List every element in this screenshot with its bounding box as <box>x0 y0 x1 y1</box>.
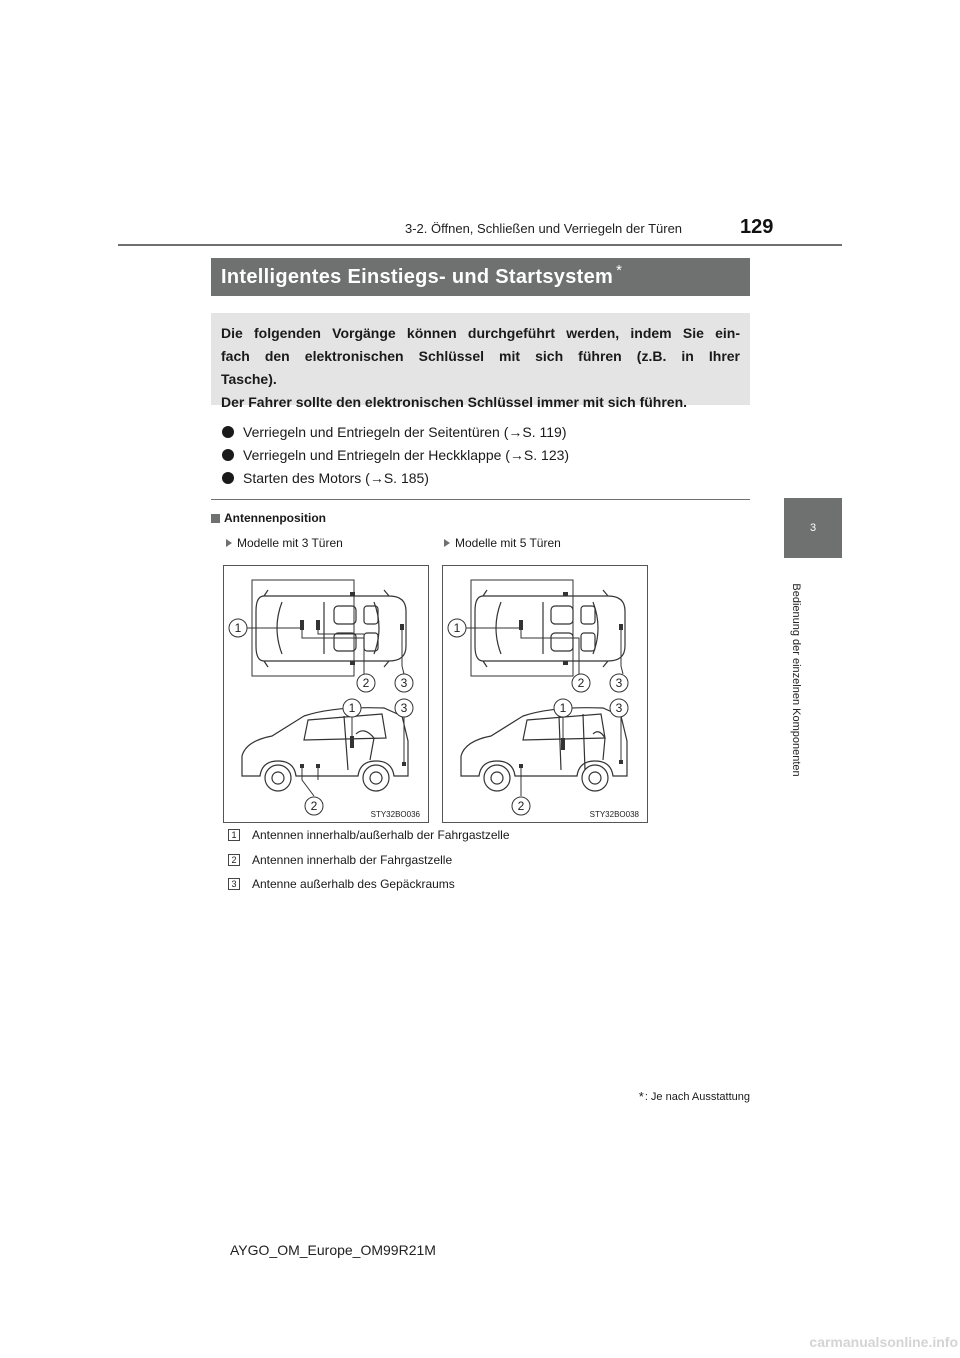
diagram-code: STY32BO038 <box>589 810 639 819</box>
callout-3: 3 <box>615 676 623 690</box>
chapter-number: 3 <box>809 522 817 534</box>
square-bullet-icon <box>211 514 220 523</box>
callout-3: 3 <box>615 701 623 715</box>
bullet-icon <box>222 449 234 461</box>
header-rule <box>118 244 842 246</box>
subsection-heading <box>211 511 326 525</box>
list-item-text: Starten des Motors (→S. 185) <box>243 469 429 486</box>
legend-number: 1 <box>228 829 240 841</box>
footnote-text: : Je nach Ausstattung <box>644 1090 750 1103</box>
car-diagram-5-door <box>443 566 649 824</box>
feature-list <box>222 420 742 489</box>
legend-text: Antennen innerhalb der Fahrgastzelle <box>252 853 453 867</box>
page-title: Intelligentes Einstiegs- und Startsystem <box>221 265 614 288</box>
legend-text: Antennen innerhalb/außerhalb der Fahrgastzelle <box>252 828 510 842</box>
title-footnote-marker: * <box>616 261 622 279</box>
legend-number: 2 <box>228 854 240 866</box>
callout-1: 1 <box>559 701 567 715</box>
callout-1: 1 <box>348 701 356 715</box>
list-item <box>222 443 742 466</box>
list-item-text: Verriegeln und Entriegeln der Seitentüren (→S. 119) <box>243 423 567 440</box>
callout-1: 1 <box>234 621 242 635</box>
list-item-text: Verriegeln und Entriegeln der Heckklappe (→S. 123) <box>243 446 570 463</box>
diagram-code: STY32BO036 <box>370 810 420 819</box>
legend-item <box>228 853 452 867</box>
car-side-view-icon <box>461 708 627 791</box>
intro-line: Der Fahrer sollte den elektronischen Schlüssel immer mit sich führen. <box>221 394 688 410</box>
callout-2: 2 <box>310 799 318 813</box>
car-diagram-3-door <box>224 566 430 824</box>
footnote <box>639 1089 750 1104</box>
variant-label-text: Modelle mit 3 Türen <box>237 536 343 550</box>
footer-doc-code: AYGO_OM_Europe_OM99R21M <box>230 1242 436 1258</box>
intro-line: fach den elektronischen Schlüssel mit sich führen (z.B. in Ihrer <box>221 348 740 364</box>
footnote-marker: * <box>638 1089 644 1104</box>
page-title-bar <box>211 258 750 296</box>
antenna-diagram-5-door <box>442 565 648 823</box>
callout-3: 3 <box>400 701 408 715</box>
bullet-icon <box>222 426 234 438</box>
callout-3: 3 <box>400 676 408 690</box>
variant-label-3-door <box>226 536 343 550</box>
antenna-diagram-3-door <box>223 565 429 823</box>
variant-label-text: Modelle mit 5 Türen <box>455 536 561 550</box>
page-number: 129 <box>740 216 774 238</box>
bullet-icon <box>222 472 234 484</box>
subsection-heading-text: Antennenposition <box>224 511 326 525</box>
intro-line: Tasche). <box>221 371 277 387</box>
callout-2: 2 <box>362 676 370 690</box>
chapter-tab <box>784 498 842 558</box>
car-side-view-icon <box>242 708 408 791</box>
legend-item <box>228 828 510 842</box>
section-header: 3-2. Öffnen, Schließen und Verriegeln der Türen <box>405 221 683 236</box>
callout-1: 1 <box>453 621 461 635</box>
chapter-title: Bedienung der einzelnen Komponenten <box>790 583 802 777</box>
intro-box <box>211 313 750 410</box>
legend-number: 3 <box>228 878 240 890</box>
callout-2: 2 <box>577 676 585 690</box>
intro-line: Die folgenden Vorgänge können durchgeführt werden, indem Sie ein- <box>221 325 740 341</box>
triangle-right-icon <box>226 539 232 547</box>
watermark: carmanualsonline.info <box>809 1334 958 1350</box>
section-divider <box>211 499 750 500</box>
variant-label-5-door <box>444 536 561 550</box>
chapter-side-label <box>784 565 808 795</box>
callout-2: 2 <box>517 799 525 813</box>
list-item <box>222 420 742 443</box>
list-item <box>222 466 742 489</box>
legend-item <box>228 877 455 891</box>
triangle-right-icon <box>444 539 450 547</box>
legend-text: Antenne außerhalb des Gepäckraums <box>252 877 455 891</box>
